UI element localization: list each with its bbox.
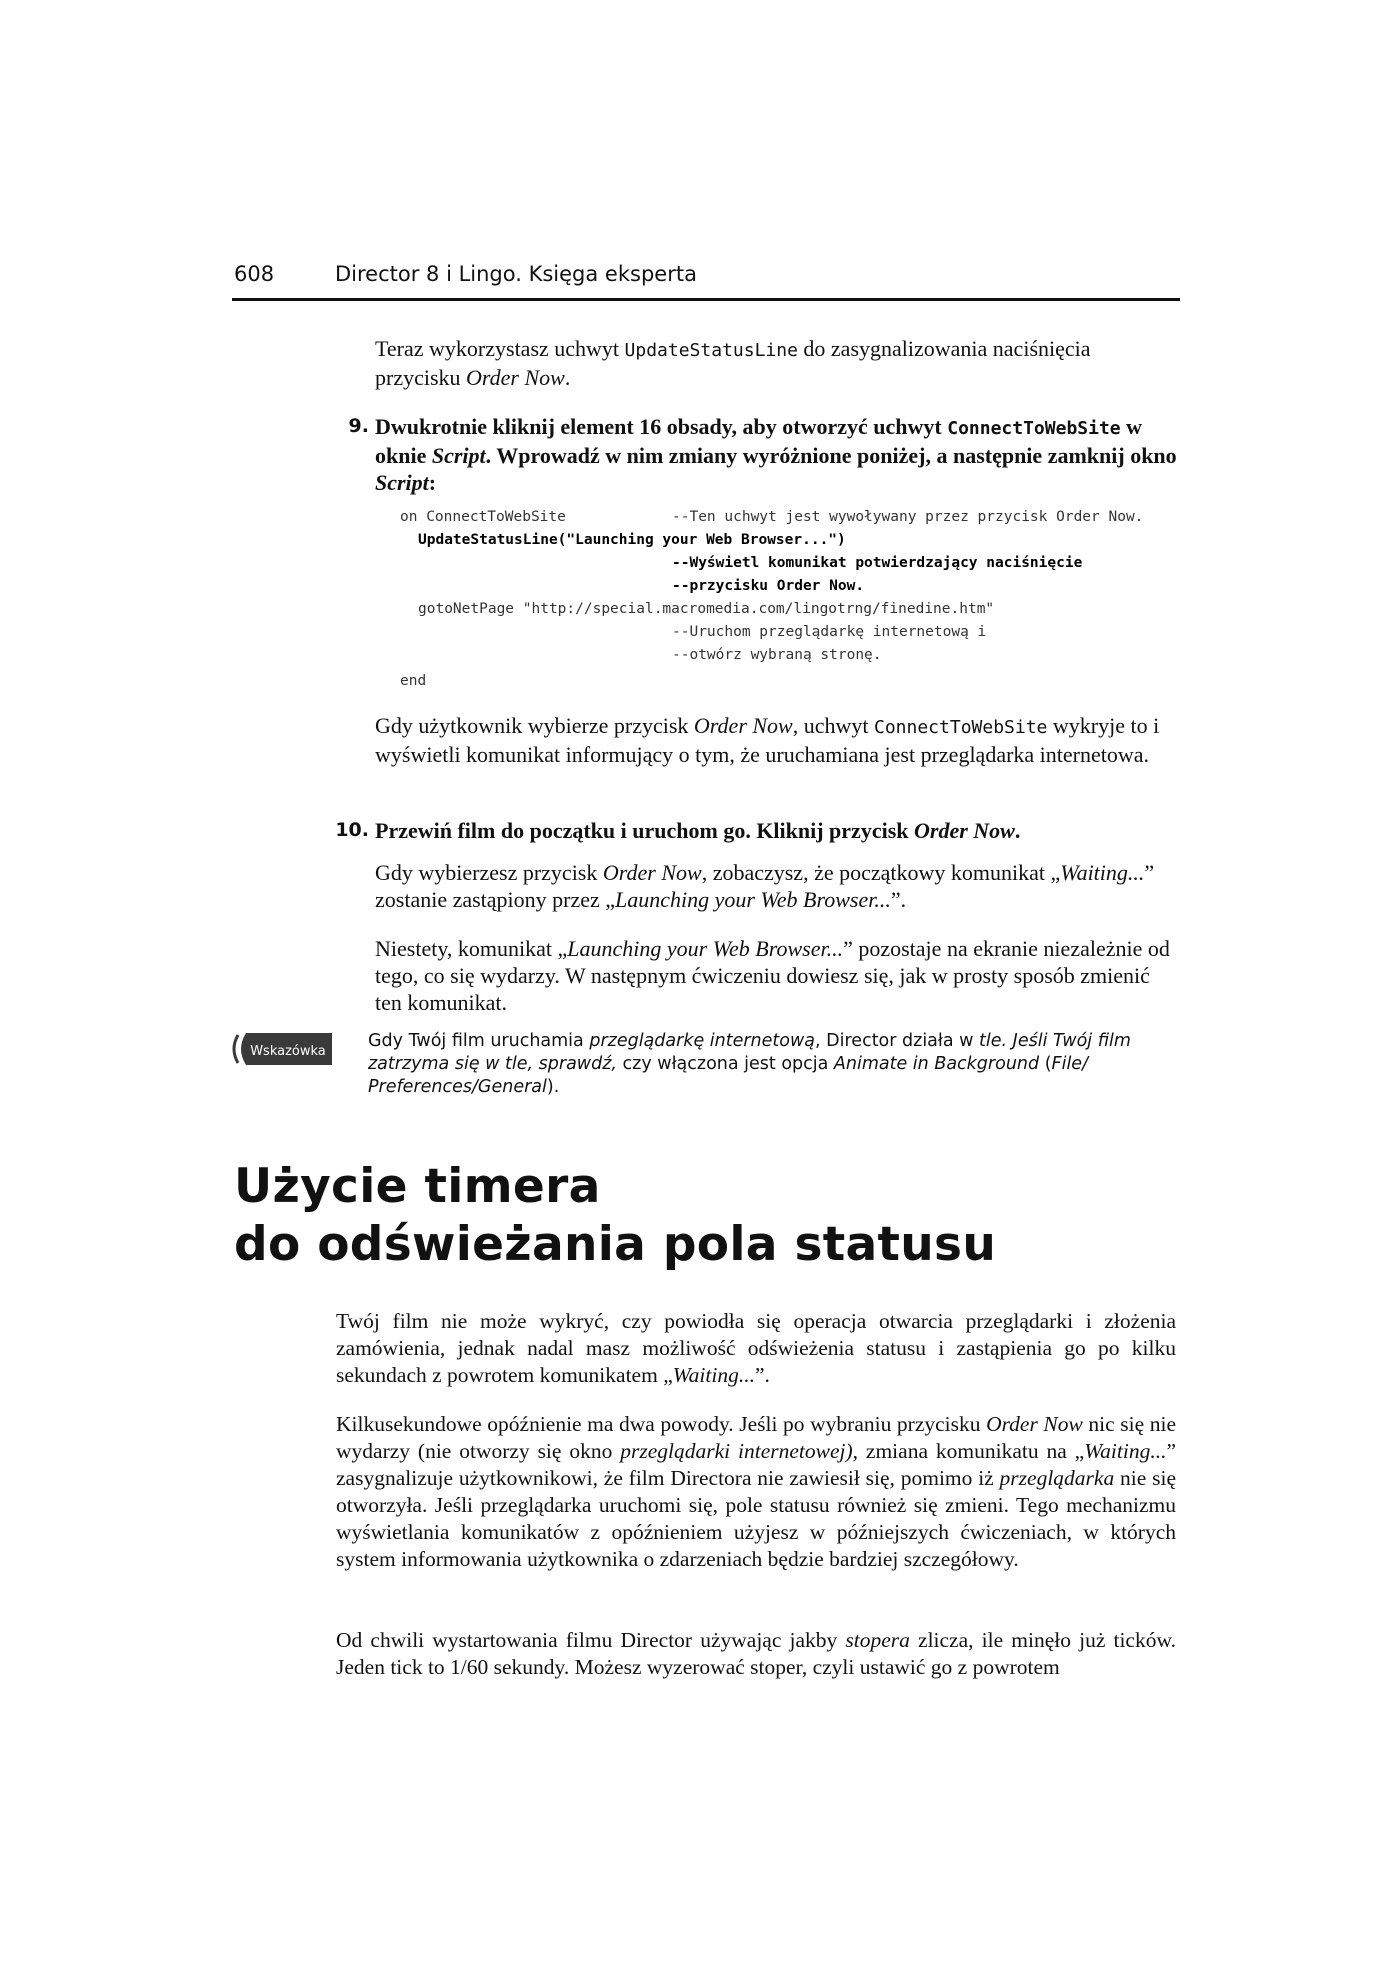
tip-text: Gdy Twój film uruchamia przeglądarkę internetową, Director działa w tle. Jeśli Twój film zatrzyma się w tle, sprawdź, czy włączona jest opcja Animate in Background (File/ Preferences/General).	[368, 1031, 1131, 1097]
running-header	[232, 262, 1180, 301]
code-comment: --Ten uchwyt jest wywoływany przez przycisk Order Now.	[672, 509, 1144, 525]
book-title: Director 8 i Lingo. Księga eksperta	[335, 262, 697, 286]
section-heading	[234, 1158, 1174, 1274]
step-9: 9. Dwukrotnie kliknij element 16 obsady, aby otworzyć uchwyt ConnectToWebSite w oknie Script. Wprowadź w nim zmiany wyróżnione poniżej, a następnie zamknij okno Script:	[375, 413, 1180, 496]
code-comment: --Uruchom przeglądarkę internetową i	[672, 624, 987, 640]
step-number: 9.	[348, 415, 369, 437]
section-heading-line-1: Użycie timera	[234, 1159, 601, 1214]
tip-badge-label: Wskazówka	[250, 1044, 326, 1059]
unfortunately-paragraph: Niestety, komunikat „Launching your Web Browser...” pozostaje na ekranie niezależnie od tego, co się wydarzy. W następnym ćwiczeniu dowiesz się, jak w prosty sposób zmienić ten komunikat.	[375, 936, 1170, 1015]
body-paragraph: Kilkusekundowe opóźnienie ma dwa powody. Jeśli po wybraniu przycisku Order Now nic się nie wydarzy (nie otworzy się okno przeglądarki internetowej), zmiana komunikatu na „Waiting...” zasygnalizuje użytkownikowi, że film Directora nie zawiesił się, pomimo iż przeglądarka nie się otworzyła. Jeśli przeglądarka uruchomi się, pole statusu również się zmieni. Tego mechanizmu wyświetlania komunikatów z opóźnieniem użyjesz w późniejszych ćwiczeniach, w których system informowania użytkownika o zdarzeniach będzie bardziej szczegółowy.	[336, 1412, 1176, 1571]
code-listing	[400, 509, 1180, 699]
code-line: on ConnectToWebSite	[400, 509, 566, 525]
code-comment-highlighted: --Wyświetl komunikat potwierdzający naciśnięcie	[672, 555, 1083, 571]
intro-paragraph: Teraz wykorzystasz uchwyt UpdateStatusLine do zasygnalizowania naciśnięcia przycisku Order Now.	[375, 336, 1091, 390]
code-line-highlighted: UpdateStatusLine("Launching your Web Browser...")	[418, 532, 846, 548]
inline-code: ConnectToWebSite	[874, 717, 1048, 738]
code-comment-highlighted: --przycisku Order Now.	[672, 578, 865, 594]
code-line: end	[400, 673, 427, 689]
code-comment: --otwórz wybraną stronę.	[672, 647, 882, 663]
page-number: 608	[234, 262, 275, 286]
section-heading-line-2: do odświeżania pola statusu	[234, 1217, 997, 1272]
body-paragraph: Twój film nie może wykryć, czy powiodła się operacja otwarcia przeglądarki i złożenia zamówienia, jednak nadal masz możliwość odświeżenia statusu i zastąpienia go po kilku sekundach z powrotem komunikatem „Waiting...”.	[336, 1309, 1176, 1387]
inline-code: ConnectToWebSite	[947, 418, 1121, 439]
step-number: 10.	[335, 819, 369, 841]
tip-badge-icon	[232, 1027, 336, 1071]
step-10: 10. Przewiń film do początku i uruchom go. Kliknij przycisk Order Now.	[335, 818, 1021, 843]
after-code-paragraph: Gdy użytkownik wybierze przycisk Order Now, uchwyt ConnectToWebSite wykryje to i wyświetli komunikat informujący o tym, że uruchamiana jest przeglądarka internetowa.	[375, 713, 1160, 767]
body-paragraph: Od chwili wystartowania filmu Director używając jakby stopera zlicza, ile minęło już ticków. Jeden tick to 1/60 sekundy. Możesz wyzerować stoper, czyli ustawić go z powrotem	[336, 1628, 1176, 1679]
inline-code: UpdateStatusLine	[624, 340, 798, 361]
code-line: gotoNetPage "http://special.macromedia.com/lingotrng/finedine.htm"	[418, 601, 995, 617]
waiting-paragraph: Gdy wybierzesz przycisk Order Now, zobaczysz, że początkowy komunikat „Waiting...” zostanie zastąpiony przez „Launching your Web Browser...”.	[375, 860, 1155, 912]
